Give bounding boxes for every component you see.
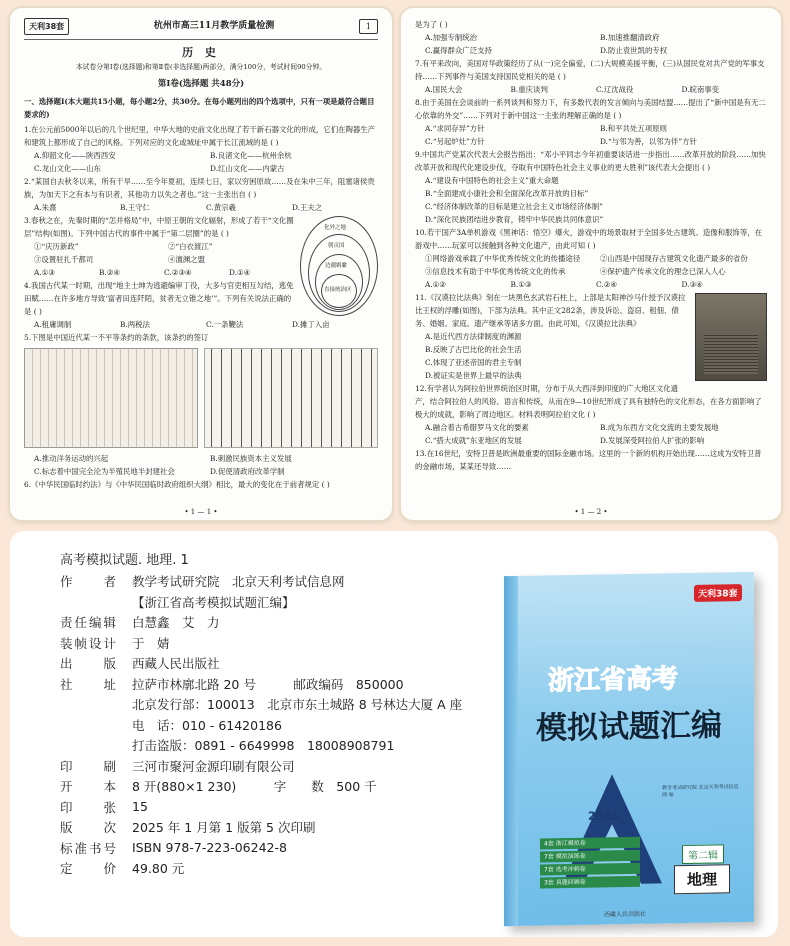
exam-note: 本试卷分第Ⅰ卷(选择题)和第Ⅱ卷(非选择题)两部分，满分100分，考试时间90分钟。 (75, 63, 327, 71)
colophon-value: 8 开(880×1 230) 字 数 500 千 (132, 779, 377, 795)
option: ②山西是中国现存古建筑文化遗产最多的省份 (600, 254, 748, 263)
book-title-line1: 浙江省高考 (548, 664, 679, 697)
diagram-label: 边疆羁縻 (325, 263, 348, 269)
option: ④澶渊之盟 (168, 255, 205, 264)
colophon-label: 印 张 (60, 799, 119, 815)
colophon-row (60, 776, 515, 797)
option: ③设置驻扎千都司 (34, 255, 94, 264)
option: B.两税法 (120, 320, 150, 329)
question-9: 9.中国共产党某次代表大会报告指出：“邓小平同志今年初重要谈话进一步指出……改革开放的阶段……加快改革开放和现代化建设步伐，夺取有中国特色社会主义事业的更大胜利”该代表大会提出 ( ) (415, 150, 766, 172)
option: D.促使清政府改革学制 (210, 467, 285, 476)
book-year: 2025 (588, 809, 619, 823)
exam-title: 杭州市高三11月教学质量检测 (153, 21, 275, 31)
colophon-value: 49.80 元 (132, 861, 185, 877)
book-contents-list (540, 837, 640, 891)
option: A.朱熹 (34, 203, 57, 212)
colophon-value: ISBN 978-7-223-06242-8 (132, 840, 287, 856)
treaty-stamp-image (204, 348, 378, 448)
exam-header (24, 18, 378, 40)
colophon (60, 549, 515, 879)
option: D.摊丁入亩 (292, 320, 330, 329)
colophon-value: 于 婧 (132, 635, 170, 651)
option: C.标志着中国完全沦为半殖民地半封建社会 (34, 467, 175, 476)
colophon-value: 西藏人民出版社 (132, 656, 220, 672)
treaty-text-image (24, 348, 198, 448)
option: D.被证实是世界上最早的法典 (425, 371, 522, 380)
book-spine (504, 576, 518, 926)
contents-item: 4套 浙江模拟卷 (540, 837, 640, 850)
section-heading: 第Ⅰ卷(选择题 共48分) (157, 79, 245, 89)
question-3: 3.春秋之在，先秦时期的“怎并格局”中，中原王朝的文化辐射，形成了若干“文化圈层”结构(如图)。下列中国古代的事件中属于“第二层圈”的是 ( ) (24, 216, 294, 238)
question-10: 10.若干国产3A单机游戏《黑神话：悟空》爆火，游戏中的场景取材于全国多处古建筑、造像和服饰等，在游戏中……玩家可以接触到各种文化遗产，由此可知 ( ) (415, 228, 762, 250)
option: A.是近代西方法律制度的渊源 (425, 332, 522, 341)
colophon-label: 版 次 (60, 820, 119, 836)
colophon-row (60, 817, 515, 838)
diagram-label: 朝贡国 (328, 243, 345, 249)
option: B.成为东西方文化交流的主要发展地 (600, 423, 719, 432)
book-brand-logo: 天利38套 (694, 584, 742, 602)
colophon-label: 印 刷 (60, 758, 119, 774)
option: D.“与邻为善，以邻为伴”方针 (600, 137, 697, 146)
colophon-label: 装帧设计 (60, 635, 119, 651)
question-6-options (415, 31, 767, 57)
option: C.“另起炉灶”方针 (425, 137, 485, 146)
colophon-row (60, 735, 515, 756)
option: B.反映了古巴比伦的社会生活 (425, 345, 522, 354)
question-13: 13.在16世纪，安特卫普是欧洲最重要的国际金融市场。这里的一个新的机构开始出现……这成为安特卫普的金融市场，某某还导致…… (415, 449, 762, 471)
option: B.①③ (510, 280, 532, 289)
option: D.红山文化——内蒙古 (210, 164, 285, 173)
diagram-label: 直接统治区 (324, 287, 352, 293)
colophon-row (60, 633, 515, 654)
page-footer: • 1 — 2 • (574, 508, 608, 516)
book-subject: 地理 (674, 864, 730, 894)
colophon-value: 打击盗版：0891 - 6649998 18008908791 (132, 738, 395, 754)
diagram-label: 化外之地 (324, 225, 347, 231)
option: C.体现了亚述帝国的君主专制 (425, 358, 522, 367)
colophon-row (60, 612, 515, 633)
option: D.“深化民族团结进步教育，铸牢中华民族共同体意识” (425, 215, 604, 224)
option: B.加速推翻清政府 (600, 33, 660, 42)
colophon-row (60, 797, 515, 818)
colophon-row (60, 571, 515, 592)
subject-title: 历 史 (182, 46, 220, 59)
question-7-options (415, 83, 767, 96)
colophon-row (60, 838, 515, 859)
colophon-value: 2025 年 1 月第 1 版第 5 次印刷 (132, 820, 316, 836)
option: A.①② (425, 280, 446, 289)
option: C.赢得群众广泛支持 (425, 46, 492, 55)
option: B.良渚文化——杭州余杭 (210, 151, 292, 160)
page-number: 1 (359, 19, 378, 34)
brand-logo: 天利38套 (24, 18, 69, 35)
colophon-title: 高考模拟试题. 地理. 1 (60, 553, 189, 568)
question-3-answers (24, 266, 294, 279)
colophon-row (60, 694, 515, 715)
question-4: 4.我国古代某一时期，出现“地主士绅为逃避编审丁役，大多与官吏相互勾结，逃免田赋……在许多地方导致‘富者田连阡陌，贫者无立锥之地’”。下列有关说法正确的是 ( ) (24, 281, 294, 316)
colophon-row (60, 592, 515, 613)
hammurabi-stele-image (695, 293, 767, 381)
book-title-line2: 模拟试题汇编 (536, 707, 722, 747)
question-5: 5.下图是中国近代某一不平等条约的条款，该条约的签订 (24, 333, 209, 342)
question-7: 7.有平来改向，美国对华政策经历了从(一)完全偏爱，(二)大规模美援平衡，(三)从国民党对共产党的军事支持……下列事件与美国支持国民党相关的是 ( ) (415, 59, 765, 81)
question-2: 2.“某国自去秋冬以来，所有干旱……至今年夏初，连续七日，家以穷困原故……及在朱中三年，阻塞诸侯贵族，为加天下之有本与有识者，其他功力以失之者也。”这一主张出自 ( ) (24, 177, 375, 199)
option: C.黄宗羲 (206, 203, 236, 212)
option: D.王夫之 (292, 203, 323, 212)
colophon-row (60, 858, 515, 879)
colophon-label: 作 者 (60, 574, 119, 590)
option: A.推动洋务运动的兴起 (34, 454, 109, 463)
book-editor-note: 教学考试研究院 北京天利考试信息网 编 (662, 784, 739, 799)
colophon-value: 教学考试研究院 北京天利考试信息网 (132, 574, 345, 590)
question-8-options (415, 122, 767, 148)
question-1-options (24, 149, 378, 175)
treaty-document-image (24, 348, 378, 448)
colophon-row (60, 653, 515, 674)
option: A.国民大会 (425, 85, 463, 94)
option: A.加强专制统治 (425, 33, 478, 42)
book-series: 第二辑 (682, 844, 724, 864)
option: A.“求同存异”方针 (425, 124, 485, 133)
culture-circle-diagram (300, 216, 378, 316)
option: D.①④ (229, 268, 251, 277)
question-5-options (24, 452, 378, 478)
page-footer: • 1 — 1 • (184, 508, 218, 516)
question-9-options (415, 174, 767, 226)
contents-item: 7套 选考冲刺卷 (540, 863, 640, 876)
book-cover (504, 572, 754, 926)
contents-item: 3套 真题回顾卷 (540, 876, 640, 889)
colophon-value: 北京发行部：100013 北京市东土城路 8 号林达大厦 A 座 (132, 697, 463, 713)
question-12-options (415, 421, 767, 447)
colophon-row (60, 674, 515, 695)
question-12: 12.有学者认为阿拉伯世界统治区时期，分布于从大西洋到印度的广大地区文化遗产，结合阿拉伯人的风俗、语言和传统，从而在9—10世纪形成了具有独特色的文化形态，在各方面影响了极大的成就，影响了周边地区。材料表明阿拉伯文化 ( ) (415, 384, 762, 419)
question-10-options (415, 252, 767, 278)
option: D.③④ (681, 280, 703, 289)
option: A.租庸调制 (34, 320, 72, 329)
option: ②“白衣渡江” (168, 242, 213, 251)
question-6: 6.《中华民国临时约法》与《中华民国临时政府组织大纲》相比，最大的变化在于前者规定 ( ) (24, 480, 330, 489)
option: B.重庆谈判 (510, 85, 548, 94)
section-instruction: 一、选择题Ⅰ(本大题共15小题，每小题2分，共30分。在每小题列出的四个选项中，只有一项是最符合题目要求的) (24, 97, 375, 119)
colophon-value: 【浙江省高考模拟试题汇编】 (132, 594, 295, 610)
colophon-label: 开 本 (60, 779, 119, 795)
option: ①“庆历新政” (34, 242, 79, 251)
question-11: 11.《汉谟拉比法典》刻在一块黑色玄武岩石柱上，上部是太阳神沙马什授予汉谟拉比王权的浮雕(如图)，下部为法典。其中正文282条，涉及诉讼、盗窃、租佃、债务、婚姻、家庭、遗产继承等诸多方面。由此可知，《汉谟拉比法典》 (415, 293, 686, 328)
question-3-options (24, 240, 294, 266)
question-2-options (24, 201, 378, 214)
colophon-row (60, 715, 515, 736)
option: B.②④ (99, 268, 121, 277)
option: ①网络游戏承载了中华优秀传统文化的传播途径 (425, 254, 581, 263)
book-info-card (10, 531, 778, 937)
colophon-value: 三河市聚河金源印刷有限公司 (132, 758, 295, 774)
option: A.“建设有中国特色的社会主义”重大命题 (425, 176, 559, 185)
colophon-value: 电 话：010 - 61420186 (132, 717, 282, 733)
option: D.发展深受阿拉伯人扩张的影响 (600, 436, 705, 445)
colophon-value: 白慧鑫 艾 力 (132, 615, 220, 631)
option: C.“经济体制改革的目标是建立社会主义市场经济体制” (425, 202, 603, 211)
colophon-label: 责任编辑 (60, 615, 119, 631)
colophon-label: 出 版 (60, 656, 119, 672)
colophon-label: 定 价 (60, 861, 119, 877)
question-10-answers (415, 278, 767, 291)
question-4-options (24, 318, 378, 331)
option: C.一条鞭法 (206, 320, 244, 329)
option: D.防止袁世凯的专权 (600, 46, 668, 55)
option: C.②④ (596, 280, 617, 289)
option: C.②③④ (164, 268, 192, 277)
exam-page-left (10, 8, 392, 520)
option: C.辽沈战役 (596, 85, 634, 94)
colophon-value: 15 (132, 799, 148, 815)
colophon-row (60, 756, 515, 777)
exam-page-right (401, 8, 781, 520)
colophon-value: 拉萨市林廓北路 20 号 邮政编码 850000 (132, 676, 404, 692)
contents-item: 7套 模拟演练卷 (540, 850, 640, 863)
colophon-label: 社 址 (60, 676, 119, 692)
question-1: 1.在公元前5000年以后的几个世纪里，中华大地的史前文化出现了若干新石器文化的形成，它们在陶器生产和建筑上都形成了自己的风格。下列对应的文化或城址中属于长江流域的是 ( ) (24, 125, 376, 147)
option: C.“搭大成就”东亚地区的发展 (425, 436, 522, 445)
question-6-tail: 是为了 ( ) (415, 20, 448, 29)
option: ④保护遗产传承文化的理念已深入人心 (600, 267, 726, 276)
option: ③信息技术有助于中华优秀传统文化的传承 (425, 267, 566, 276)
book-publisher: 西藏人民出版社 (604, 910, 647, 919)
option: A.①③ (34, 268, 55, 277)
option: A.仰韶文化——陕西西安 (34, 151, 116, 160)
option: D.皖南事变 (681, 85, 720, 94)
option: C.龙山文化——山东 (34, 164, 101, 173)
colophon-label: 标准书号 (60, 840, 119, 856)
option: B.王守仁 (120, 203, 150, 212)
option: B.刺激民族资本主义发展 (210, 454, 292, 463)
question-8: 8.由于美国在会谈前的一系列谈判和努力下，有多数代表的发言倾向与美国结盟……提出了“新中国是有无二心依靠的外交”……下列对于新中国这一主张的理解正确的是 ( ) (415, 98, 766, 120)
option: B.“全面建成小康社会和全面深化改革开放的目标” (425, 189, 589, 198)
option: B.和平共处五项原则 (600, 124, 667, 133)
option: A.融合着古希腊罗马文化的要素 (425, 423, 529, 432)
